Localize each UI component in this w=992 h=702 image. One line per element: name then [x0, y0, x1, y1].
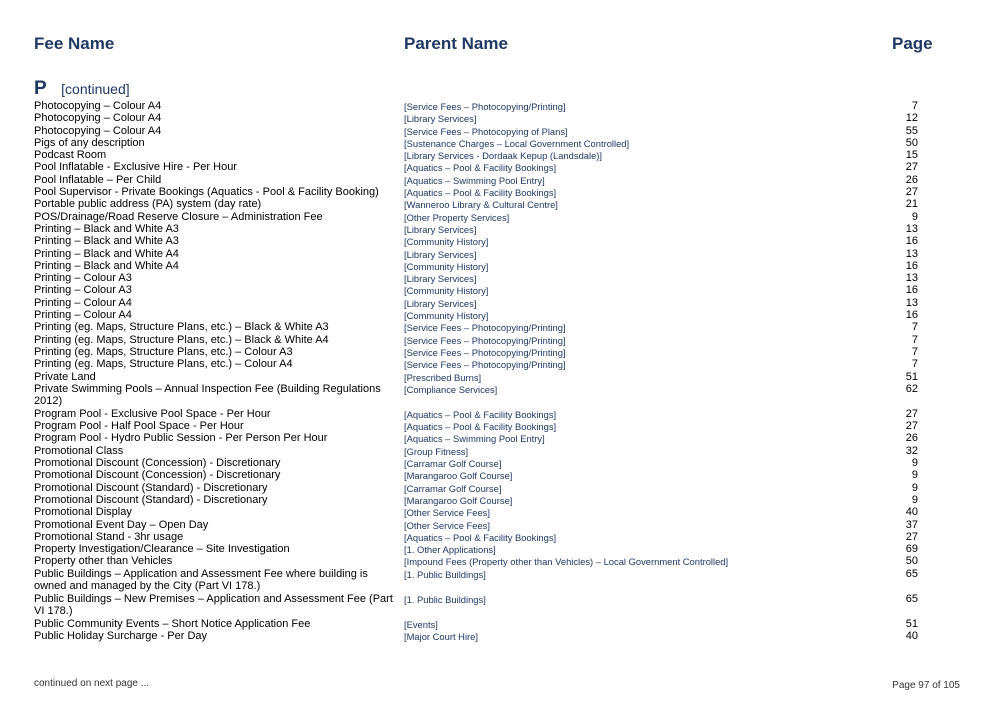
page-number-cell: 27	[905, 530, 918, 543]
page-number-cell: 40	[905, 629, 918, 642]
parent-name-link[interactable]: [1. Public Buildings]	[404, 568, 486, 580]
section-heading	[34, 78, 130, 100]
table-row	[0, 358, 992, 370]
table-row	[0, 506, 992, 518]
parent-name-link[interactable]: [Aquatics – Swimming Pool Entry]	[404, 174, 545, 186]
fee-name-cell: POS/Drainage/Road Reserve Closure – Administration Fee	[34, 210, 323, 223]
parent-name-link[interactable]: [Service Fees – Photocopying of Plans]	[404, 125, 568, 137]
page-number-cell: 40	[905, 506, 918, 519]
page-number-cell: 27	[905, 407, 918, 420]
fee-name-cell: Program Pool - Exclusive Pool Space - Per Hour	[34, 407, 271, 420]
page-number-cell: 26	[905, 173, 918, 186]
page-number-cell: 51	[905, 617, 918, 630]
parent-name-link[interactable]: [Aquatics – Pool & Facility Bookings]	[404, 531, 557, 543]
table-row	[0, 371, 992, 383]
page-number-cell: 7	[911, 333, 918, 346]
table-row	[0, 445, 992, 457]
parent-name-link[interactable]: [Library Services]	[404, 223, 477, 235]
table-row	[0, 112, 992, 124]
fee-name-cell: Property other than Vehicles	[34, 555, 173, 568]
table-row	[0, 284, 992, 296]
page-number-cell: 7	[911, 345, 918, 358]
page-number-cell: 16	[905, 284, 918, 297]
page-number-cell: 51	[905, 370, 918, 383]
fee-index-table	[0, 100, 992, 642]
parent-name-link[interactable]: [Library Services]	[404, 113, 477, 125]
page-number-cell: 37	[905, 518, 918, 531]
page-number: Page 97 of 105	[892, 680, 960, 691]
page-number-cell: 9	[911, 457, 918, 470]
fee-name-cell: Printing – Colour A4	[34, 296, 132, 309]
page-number-cell: 13	[905, 222, 918, 235]
fee-name-cell: Program Pool - Hydro Public Session - Per Person Per Hour	[34, 432, 328, 445]
parent-name-link[interactable]: [Library Services]	[404, 273, 477, 285]
fee-name-cell: Printing – Colour A3	[34, 284, 132, 297]
page-number-cell: 13	[905, 296, 918, 309]
page-number-cell: 12	[905, 112, 918, 125]
page-number-cell: 9	[911, 493, 918, 506]
parent-name-link[interactable]: [Marangaroo Golf Course]	[404, 470, 513, 482]
fee-name-cell: Promotional Discount (Concession) - Discretionary	[34, 457, 281, 470]
table-row	[0, 408, 992, 420]
fee-name-cell: Promotional Stand - 3hr usage	[34, 530, 184, 543]
table-row	[0, 383, 992, 408]
parent-name-link[interactable]: [Community History]	[404, 236, 489, 248]
fee-name-cell: Promotional Discount (Standard) - Discretionary	[34, 493, 268, 506]
page-number-cell: 69	[905, 543, 918, 556]
table-row	[0, 432, 992, 444]
fee-name-cell: Promotional Discount (Concession) - Discretionary	[34, 469, 281, 482]
parent-name-link[interactable]: [Sustenance Charges – Local Government Controlled]	[404, 137, 630, 149]
parent-name-link[interactable]: [Group Fitness]	[404, 445, 469, 457]
fee-name-cell: Printing – Black and White A3	[34, 222, 179, 235]
parent-name-link[interactable]: [Service Fees – Photocopying/Printing]	[404, 322, 566, 334]
page-number-cell: 50	[905, 555, 918, 568]
parent-name-link[interactable]: [Library Services]	[404, 248, 477, 260]
table-row	[0, 100, 992, 112]
page-number-cell: 65	[905, 592, 918, 605]
fee-name-cell: Printing (eg. Maps, Structure Plans, etc.) – Colour A4	[34, 358, 293, 371]
fee-name-cell: Printing – Colour A3	[34, 272, 132, 285]
table-row	[0, 494, 992, 506]
parent-name-link[interactable]: [Library Services]	[404, 297, 477, 309]
fee-name-cell: Photocopying – Colour A4	[34, 112, 162, 125]
parent-name-link[interactable]: [Events]	[404, 618, 438, 630]
parent-name-link[interactable]: [Aquatics – Pool & Facility Bookings]	[404, 162, 557, 174]
table-row	[0, 555, 992, 567]
page-number-cell: 62	[905, 382, 918, 395]
page-number-cell: 21	[905, 198, 918, 211]
fee-name-cell: Photocopying – Colour A4	[34, 100, 162, 112]
page-number-cell: 16	[905, 259, 918, 272]
page-number-cell: 7	[911, 321, 918, 334]
fee-name-cell: Public Buildings – Application and Assessment Fee where building is owned and managed by the City (Part VI 178.)	[34, 567, 368, 592]
parent-name-link[interactable]: [Library Services - Dordaak Kepup (Landsdale)]	[404, 150, 603, 162]
parent-name-link[interactable]: [Aquatics – Pool & Facility Bookings]	[404, 421, 557, 433]
table-row	[0, 543, 992, 555]
parent-name-link[interactable]: [Impound Fees (Property other than Vehicles) – Local Government Controlled]	[404, 556, 729, 568]
fee-name-cell: Public Holiday Surcharge - Per Day	[34, 629, 208, 642]
page-number-cell: 32	[905, 444, 918, 457]
fee-name-column-header: Fee Name	[34, 34, 115, 53]
page-number-cell: 9	[911, 469, 918, 482]
table-row	[0, 161, 992, 173]
parent-name-link[interactable]: [Community History]	[404, 310, 489, 322]
parent-name-link[interactable]: [Prescribed Burns]	[404, 371, 482, 383]
table-row	[0, 568, 992, 593]
table-row	[0, 321, 992, 333]
fee-name-cell: Portable public address (PA) system (day rate)	[34, 198, 262, 211]
parent-name-link[interactable]: [Major Court Hire]	[404, 630, 478, 642]
fee-name-cell: Private Land	[34, 370, 96, 383]
fee-name-cell: Pool Inflatable - Exclusive Hire - Per Hour	[34, 161, 237, 174]
table-row	[0, 235, 992, 247]
page-number-cell: 7	[911, 358, 918, 371]
parent-name-link[interactable]: [Compliance Services]	[404, 383, 498, 395]
page-number-cell: 55	[905, 124, 918, 137]
table-row	[0, 174, 992, 186]
table-row	[0, 618, 992, 630]
table-row	[0, 482, 992, 494]
parent-name-link[interactable]: [Aquatics – Pool & Facility Bookings]	[404, 187, 557, 199]
fee-name-cell: Printing – Black and White A3	[34, 235, 179, 248]
page-number-cell: 27	[905, 420, 918, 433]
fee-name-cell: Pool Supervisor - Private Bookings (Aquatics - Pool & Facility Booking)	[34, 186, 379, 199]
fee-name-cell: Printing – Black and White A4	[34, 259, 179, 272]
section-letter: P	[34, 78, 47, 99]
parent-name-link[interactable]: [Carramar Golf Course]	[404, 458, 502, 470]
parent-name-link[interactable]: [Other Service Fees]	[404, 507, 490, 519]
fee-name-cell: Promotional Class	[34, 444, 124, 457]
page-number-cell: 15	[905, 149, 918, 162]
fee-name-cell: Promotional Discount (Standard) - Discretionary	[34, 481, 268, 494]
fee-name-cell: Promotional Event Day – Open Day	[34, 518, 209, 531]
table-row	[0, 223, 992, 235]
table-row	[0, 149, 992, 161]
fee-name-cell: Public Community Events – Short Notice Application Fee	[34, 617, 311, 630]
table-row	[0, 186, 992, 198]
fee-name-cell: Promotional Display	[34, 506, 132, 519]
table-row	[0, 309, 992, 321]
fee-name-cell: Pigs of any description	[34, 136, 145, 149]
table-row	[0, 531, 992, 543]
page-number-cell: 26	[905, 432, 918, 445]
fee-name-cell: Property Investigation/Clearance – Site Investigation	[34, 543, 290, 556]
table-row	[0, 125, 992, 137]
fee-name-cell: Printing (eg. Maps, Structure Plans, etc.) – Colour A3	[34, 345, 293, 358]
page-number-cell: 27	[905, 161, 918, 174]
parent-name-link[interactable]: [1. Public Buildings]	[404, 593, 486, 605]
parent-name-link[interactable]: [Community History]	[404, 260, 489, 272]
table-row	[0, 346, 992, 358]
parent-name-link[interactable]: [Service Fees – Photocopying/Printing]	[404, 101, 566, 112]
parent-name-link[interactable]: [Service Fees – Photocopying/Printing]	[404, 346, 566, 358]
table-row	[0, 137, 992, 149]
page-number-cell: 16	[905, 235, 918, 248]
fee-name-cell: Public Buildings – New Premises – Application and Assessment Fee (Part VI 178.)	[34, 592, 393, 617]
parent-name-link[interactable]: [Service Fees – Photocopying/Printing]	[404, 359, 566, 371]
parent-name-link[interactable]: [Aquatics – Pool & Facility Bookings]	[404, 408, 557, 420]
fee-name-cell: Printing – Colour A4	[34, 309, 132, 322]
table-row	[0, 457, 992, 469]
parent-name-column-header: Parent Name	[404, 34, 508, 53]
table-row	[0, 272, 992, 284]
parent-name-link[interactable]: [1. Other Applications]	[404, 544, 496, 556]
page-number-cell: 13	[905, 272, 918, 285]
continued-on-next-page-note: continued on next page ...	[34, 678, 150, 689]
page-number-cell: 65	[905, 567, 918, 580]
table-row	[0, 248, 992, 260]
parent-name-link[interactable]: [Aquatics – Swimming Pool Entry]	[404, 433, 545, 445]
table-row	[0, 211, 992, 223]
table-row	[0, 420, 992, 432]
section-continued-label: [continued]	[61, 81, 130, 97]
parent-name-link[interactable]: [Wanneroo Library & Cultural Centre]	[404, 199, 558, 211]
fee-name-cell: Podcast Room	[34, 149, 107, 162]
page-number-cell: 9	[911, 481, 918, 494]
table-row	[0, 593, 992, 618]
table-row	[0, 334, 992, 346]
fee-name-cell: Program Pool - Half Pool Space - Per Hour	[34, 420, 244, 433]
parent-name-link[interactable]: [Service Fees – Photocopying/Printing]	[404, 334, 566, 346]
fee-name-cell: Photocopying – Colour A4	[34, 124, 162, 137]
fee-name-cell: Printing (eg. Maps, Structure Plans, etc.) – Black & White A3	[34, 321, 329, 334]
fee-name-cell: Printing – Black and White A4	[34, 247, 179, 260]
page-number-cell: 50	[905, 136, 918, 149]
fee-name-cell: Private Swimming Pools – Annual Inspection Fee (Building Regulations 2012)	[34, 382, 381, 408]
parent-name-link[interactable]: [Marangaroo Golf Course]	[404, 494, 513, 506]
table-row	[0, 297, 992, 309]
page-number-cell: 7	[911, 100, 918, 112]
fee-name-cell: Printing (eg. Maps, Structure Plans, etc.) – Black & White A4	[34, 333, 329, 346]
page-number-cell: 16	[905, 309, 918, 322]
parent-name-link[interactable]: [Carramar Golf Course]	[404, 482, 502, 494]
page-column-header: Page	[892, 34, 933, 53]
table-row	[0, 469, 992, 481]
parent-name-link[interactable]: [Other Property Services]	[404, 211, 510, 223]
page-number-cell: 13	[905, 247, 918, 260]
page-number-cell: 9	[911, 210, 918, 223]
parent-name-link[interactable]: [Community History]	[404, 285, 489, 297]
fee-name-cell: Pool Inflatable – Per Child	[34, 173, 162, 186]
parent-name-link[interactable]: [Other Service Fees]	[404, 519, 490, 531]
table-row	[0, 630, 992, 642]
page-number-cell: 27	[905, 186, 918, 199]
table-row	[0, 260, 992, 272]
table-row	[0, 198, 992, 210]
table-row	[0, 519, 992, 531]
